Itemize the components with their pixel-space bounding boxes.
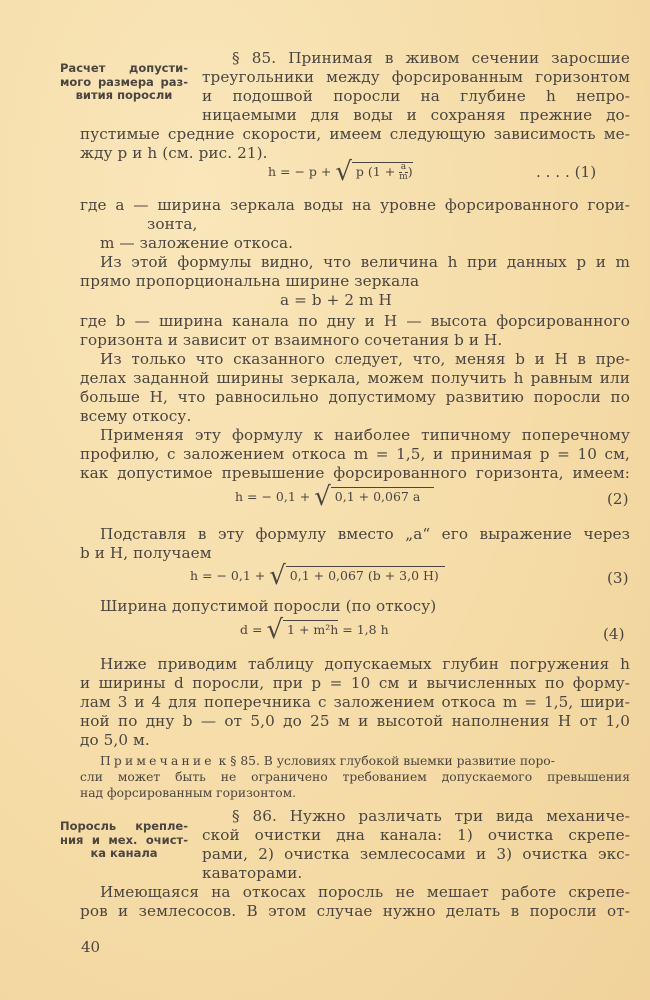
fraction-denominator: m bbox=[399, 172, 408, 182]
page-number: 40 bbox=[81, 938, 101, 956]
formula-2 bbox=[235, 482, 434, 512]
text-line: треугольники между форсированным горизонтом bbox=[202, 68, 630, 86]
sqrt-icon: √ bbox=[335, 157, 352, 187]
text-line: рами, 2) очистка землесосами и 3) очистка экс- bbox=[202, 845, 630, 863]
formula-paren: ) bbox=[407, 164, 413, 179]
text-line: каваторами. bbox=[202, 864, 303, 882]
text-line: Применяя эту формулу к наиболее типичному поперечному bbox=[100, 426, 630, 444]
note-text: к § 85. В условиях глубокой выемки развитие поро- bbox=[214, 754, 555, 768]
text-line: Имеющаяся на откосах поросль не мешает работе скрепе- bbox=[100, 883, 630, 901]
equation-number: (4) bbox=[603, 625, 625, 643]
text-line: пустимые средние скорости, имеем следующую зависимость ме- bbox=[80, 125, 630, 143]
text-line: где а — ширина зеркала воды на уровне форсированного гори- bbox=[80, 196, 630, 214]
formula-radicand: 0,1 + 0,067 (b + 3,0 H) bbox=[286, 566, 445, 583]
text-line: b и Н, получаем bbox=[80, 544, 212, 562]
sqrt-icon: √ bbox=[266, 615, 284, 645]
text-line: и подошвой поросли на глубине h непро- bbox=[202, 87, 630, 105]
formula-lhs: h = − p + bbox=[268, 164, 336, 179]
equation-number: . . . . (1) bbox=[536, 163, 597, 181]
text-line: ницаемыми для воды и сохраняя прежние до- bbox=[202, 106, 630, 124]
text-line: жду р и h (см. рис. 21). bbox=[80, 144, 268, 162]
margin-note-line: мого размера раз- bbox=[60, 74, 188, 89]
note-label: Примечание bbox=[100, 754, 215, 768]
equation-number: (2) bbox=[607, 490, 629, 508]
formula-radicand: 0,1 + 0,067 a bbox=[331, 487, 435, 504]
text-line: Из этой формулы видно, что величина h при данных р и m bbox=[100, 253, 630, 271]
fraction bbox=[399, 163, 408, 182]
formula-lhs: d = bbox=[240, 622, 267, 637]
text-line: лам 3 и 4 для поперечника с заложением откоса m = 1,5, шири- bbox=[80, 693, 630, 711]
margin-note-s86 bbox=[60, 820, 188, 861]
text-line: зонта, bbox=[147, 215, 198, 233]
margin-note-line: ния и мех. очист- bbox=[60, 832, 188, 847]
text-line: и ширины d поросли, при р = 10 см и вычисленных по форму- bbox=[80, 674, 630, 692]
formula-radicand: 1 + m²h bbox=[283, 620, 338, 637]
formula-lhs: h = − 0,1 + bbox=[235, 489, 315, 504]
text-line: ской очистки дна канала: 1) очистка скрепе- bbox=[202, 826, 630, 844]
text-line: как допустимое превышение форсированного горизонта, имеем: bbox=[80, 464, 630, 482]
margin-note-line: Поросль крепле- bbox=[60, 819, 188, 833]
text-line: Ширина допустимой поросли (по откосу) bbox=[100, 597, 437, 615]
sqrt-icon: √ bbox=[314, 482, 331, 512]
margin-note-s85 bbox=[60, 62, 188, 103]
text-line: прямо пропорциональна ширине зеркала bbox=[80, 272, 420, 290]
text-line: ной по дну b — от 5,0 до 25 м и высотой наполнения Н от 1,0 bbox=[80, 712, 630, 730]
footnote-line: над форсированным горизонтом. bbox=[80, 786, 297, 800]
text-line: Ниже приводим таблицу допускаемых глубин погружения h bbox=[100, 655, 630, 673]
text-line: Из только что сказанного следует, что, меняя b и Н в пре- bbox=[100, 350, 630, 368]
margin-note-line: Расчет допусти- bbox=[60, 61, 188, 75]
formula-radicand: p (1 + bbox=[355, 164, 400, 179]
text-line: m — заложение откоса. bbox=[100, 234, 294, 252]
text-line: ров и землесосов. В этом случае нужно делать в поросли от- bbox=[80, 902, 630, 920]
formula-a: а = b + 2 m H bbox=[280, 291, 392, 309]
text-line: где b — ширина канала по дну и Н — высота форсированного bbox=[80, 312, 630, 330]
text-line: до 5,0 м. bbox=[80, 731, 150, 749]
footnote-line: сли может быть не ограничено требованием допускаемого превышения bbox=[80, 770, 630, 784]
text-line: всему откосу. bbox=[80, 407, 192, 425]
text-line: делах заданной ширины зеркала, можем получить h равным или bbox=[80, 369, 630, 387]
sqrt-icon: √ bbox=[269, 561, 286, 591]
formula-1 bbox=[268, 157, 413, 187]
formula-lhs: h = − 0,1 + bbox=[190, 568, 270, 583]
equation-number: (3) bbox=[607, 569, 629, 587]
text-line: § 86. Нужно различать три вида механиче- bbox=[232, 807, 630, 825]
footnote-line bbox=[100, 753, 630, 769]
text-line: § 85. Принимая в живом сечении заросшие bbox=[232, 49, 630, 67]
text-line: больше Н, что равносильно допустимому развитию поросли по bbox=[80, 388, 630, 406]
margin-note-line: ка канала bbox=[90, 846, 158, 860]
text-line: горизонта и зависит от взаимного сочетания b и Н. bbox=[80, 331, 503, 349]
text-line: профилю, с заложением откоса m = 1,5, и принимая р = 10 см, bbox=[80, 445, 630, 463]
formula-3 bbox=[190, 561, 445, 591]
fraction-numerator: a bbox=[400, 162, 407, 172]
margin-note-line: вития поросли bbox=[75, 88, 173, 102]
formula-4 bbox=[240, 615, 389, 645]
formula-rhs: = 1,8 h bbox=[338, 622, 389, 637]
text-line: Подставля в эту формулу вместо „а“ его выражение через bbox=[100, 525, 630, 543]
